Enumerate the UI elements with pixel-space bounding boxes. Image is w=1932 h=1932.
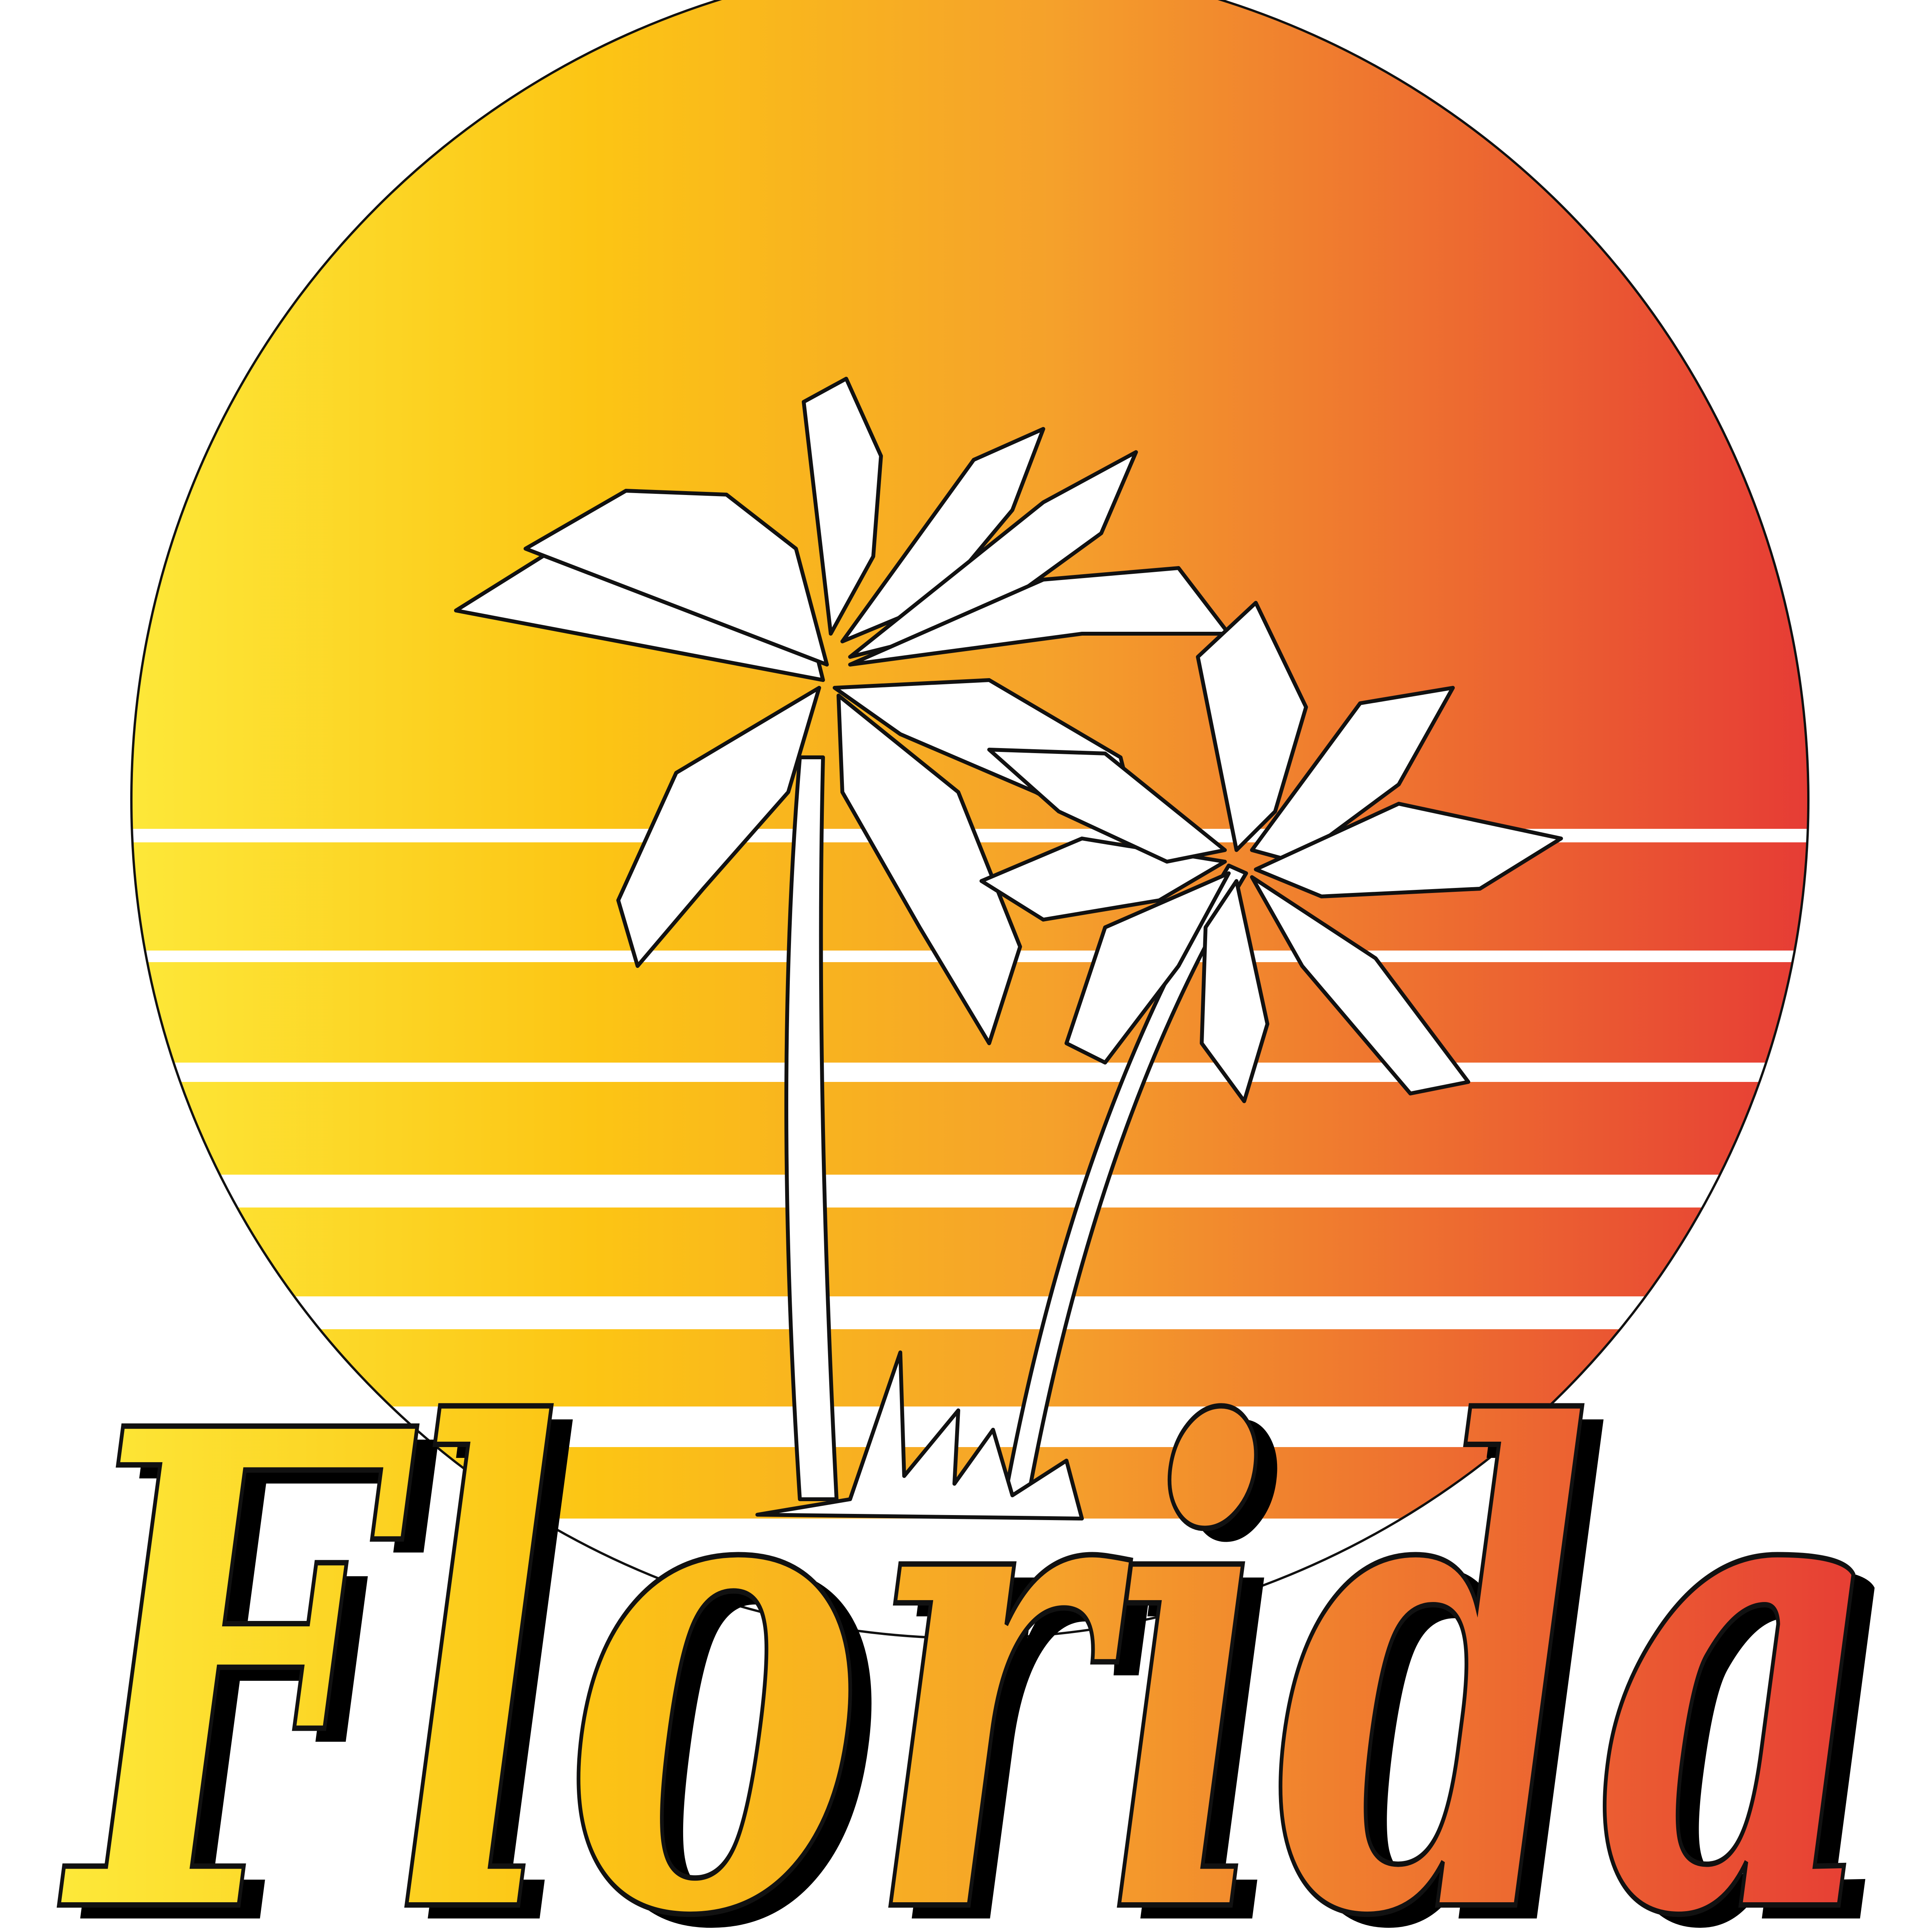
wordmark-shadow: Florida: [77, 1302, 1907, 1932]
sun-stripe-4: [116, 1208, 1816, 1296]
sun-stripe-3: [116, 1082, 1816, 1175]
wordmark-text: Florida: [55, 1288, 1886, 1932]
florida-wordmark: [55, 1288, 1907, 1932]
